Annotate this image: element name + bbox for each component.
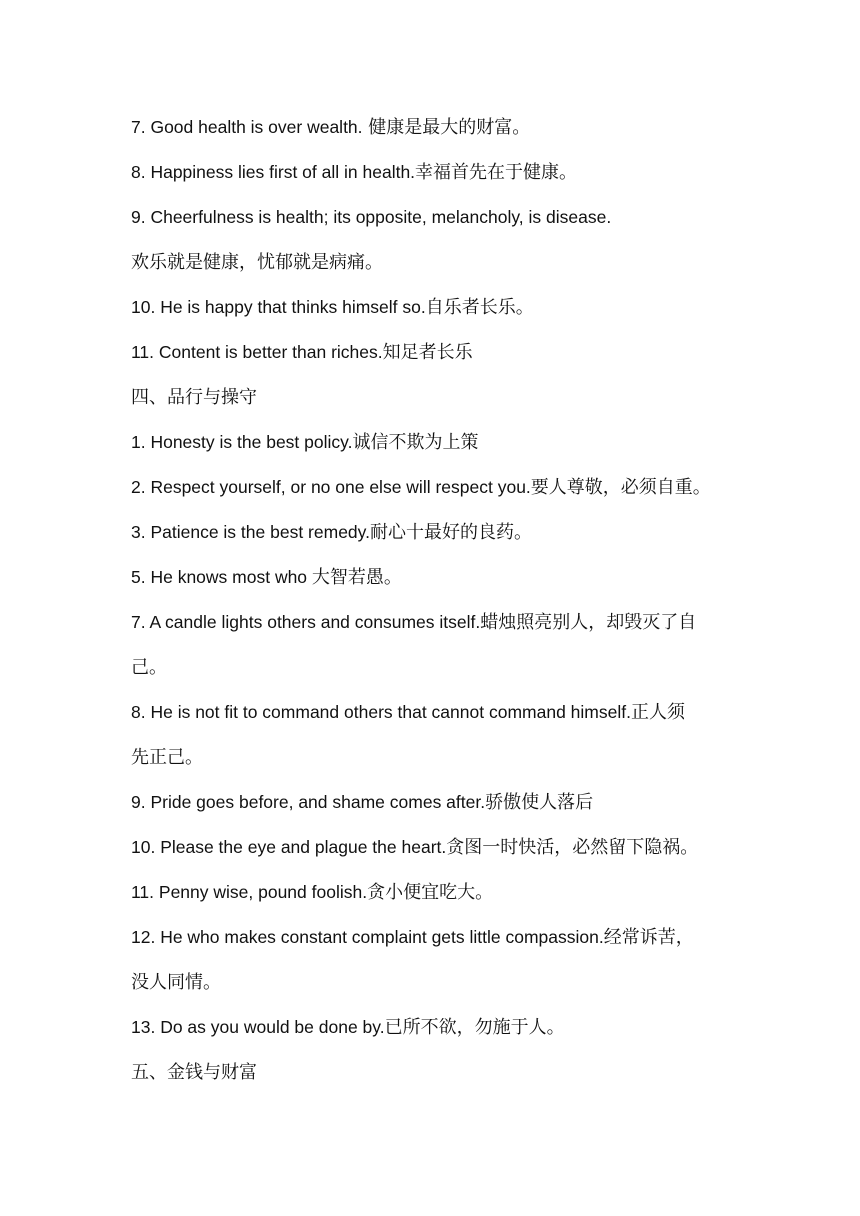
text-line (131, 967, 751, 997)
text-line (131, 427, 751, 457)
english-text: 5. He knows most who (131, 567, 312, 587)
text-line (131, 877, 751, 907)
text-line (131, 607, 751, 637)
chinese-text: 幸福首先在于健康。 (415, 162, 578, 183)
chinese-text: 骄傲使人落后 (485, 792, 594, 813)
text-line (131, 562, 751, 592)
text-line (131, 292, 751, 322)
english-text: 13. Do as you would be done by. (131, 1017, 385, 1037)
text-line (131, 742, 751, 772)
text-line (131, 247, 751, 277)
english-text: 7. Good health is over wealth. (131, 117, 363, 137)
chinese-text: 大智若愚。 (311, 567, 402, 588)
chinese-text: 耐心十最好的良药。 (369, 522, 532, 543)
english-text: 9. Pride goes before, and shame comes after. (131, 792, 486, 812)
english-text: 8. Happiness lies first of all in health. (131, 162, 416, 182)
chinese-text: 先正己。 (131, 747, 203, 768)
chinese-text: 已所不欲，勿施于人。 (384, 1017, 565, 1038)
english-text: 7. A candle lights others and consumes itself. (131, 612, 481, 632)
chinese-text: 健康是最大的财富。 (362, 117, 531, 138)
chinese-text: 正人须 (630, 702, 685, 723)
text-line (131, 517, 751, 547)
english-text: 8. He is not fit to command others that cannot command himself. (131, 702, 631, 722)
chinese-text: 自乐者长乐。 (425, 297, 534, 318)
chinese-text: 欢乐就是健康，忧郁就是病痛。 (131, 252, 383, 273)
chinese-text: 没人同情。 (131, 972, 221, 993)
chinese-text: 诚信不欺为上策 (352, 432, 479, 453)
section-heading (131, 1057, 751, 1087)
chinese-text: 要人尊敬，必须自重。 (530, 477, 711, 498)
text-line (131, 157, 751, 187)
english-text: 1. Honesty is the best policy. (131, 432, 353, 452)
chinese-text: 知足者长乐 (382, 342, 473, 363)
text-line (131, 472, 751, 502)
english-text: 12. He who makes constant complaint gets little compassion. (131, 927, 604, 947)
chinese-text: 己。 (131, 657, 167, 678)
chinese-text: 贪小便宜吃大。 (367, 882, 494, 903)
chinese-text: 贪图一时快活，必然留下隐祸。 (446, 837, 699, 858)
text-line (131, 337, 751, 367)
text-line (131, 652, 751, 682)
chinese-text: 四、品行与操守 (131, 387, 257, 408)
text-line (131, 787, 751, 817)
chinese-text: 蜡烛照亮别人，却毁灭了自 (480, 612, 697, 633)
section-heading (131, 382, 751, 412)
text-line (131, 922, 751, 952)
english-text: 3. Patience is the best remedy. (131, 522, 370, 542)
chinese-text: 五、金钱与财富 (131, 1062, 257, 1083)
english-text: 2. Respect yourself, or no one else will respect you. (131, 477, 531, 497)
text-line (131, 202, 751, 232)
english-text: 10. He is happy that thinks himself so. (131, 297, 426, 317)
english-text: 11. Penny wise, pound foolish. (131, 882, 368, 902)
text-line (131, 832, 751, 862)
chinese-text: 经常诉苦， (603, 927, 694, 948)
text-line (131, 1012, 751, 1042)
english-text: 9. Cheerfulness is health; its opposite, melancholy, is disease. (131, 207, 612, 227)
text-line (131, 697, 751, 727)
english-text: 10. Please the eye and plague the heart. (131, 837, 447, 857)
english-text: 11. Content is better than riches. (131, 342, 383, 362)
text-line (131, 112, 751, 142)
